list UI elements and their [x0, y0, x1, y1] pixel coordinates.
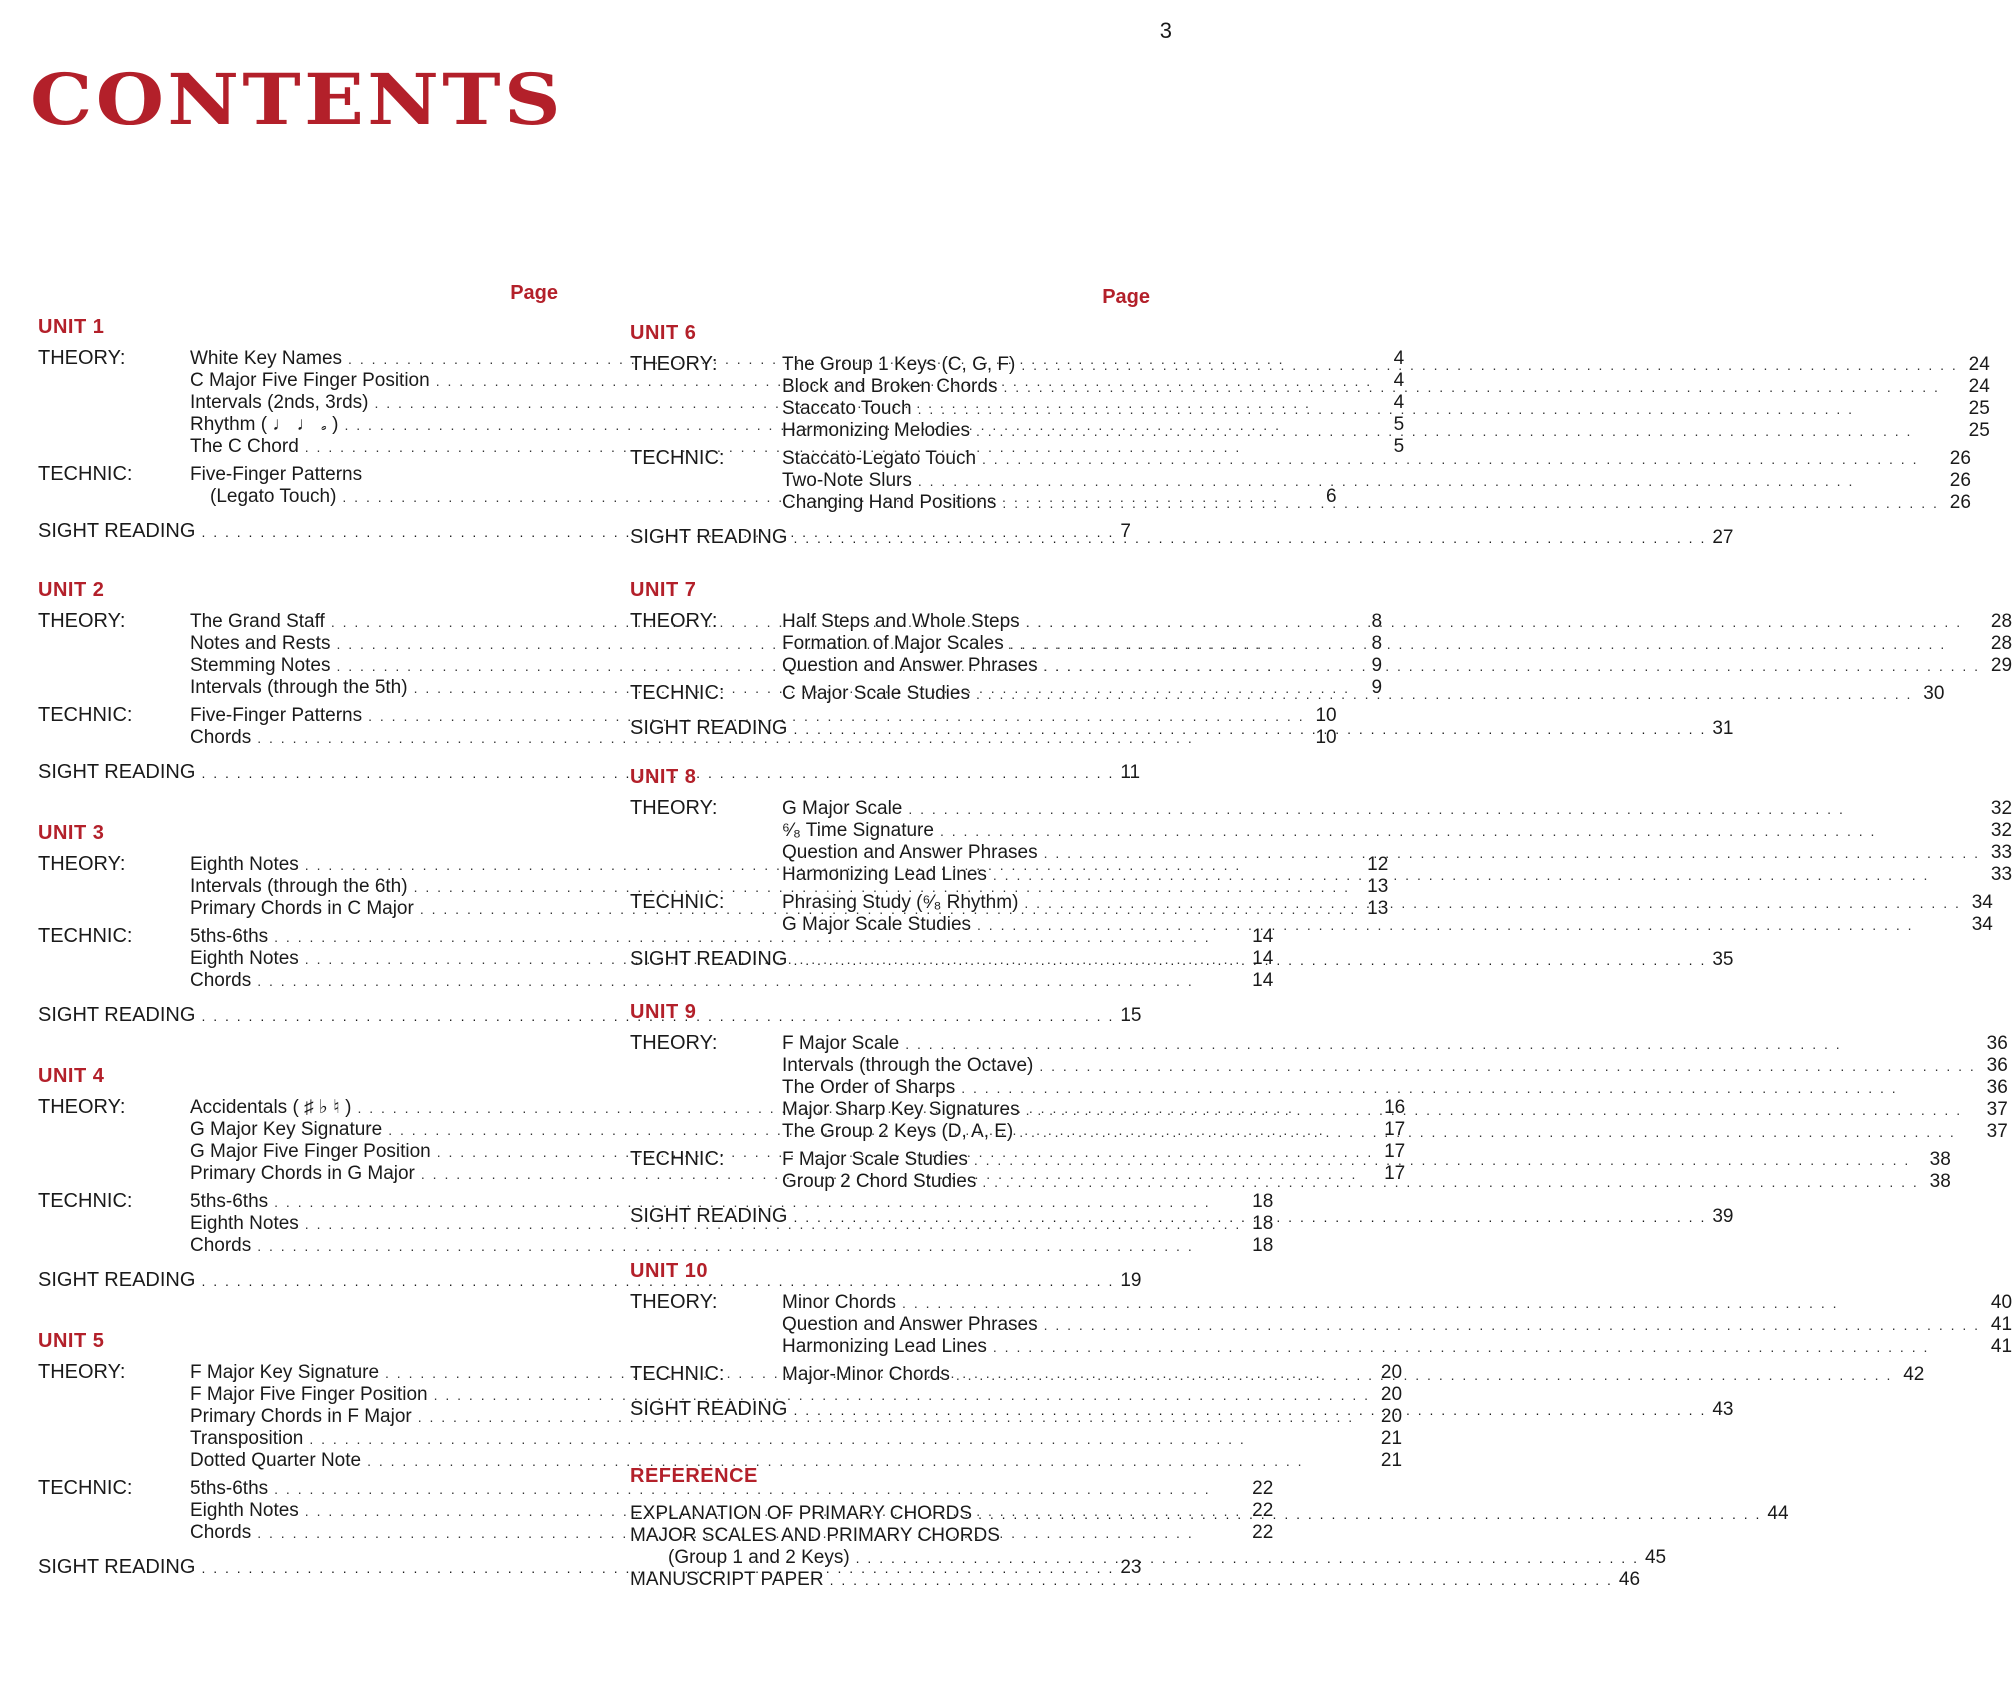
entry-title: Staccato-Legato Touch [782, 448, 977, 469]
dot-leader [1044, 1315, 1980, 1336]
entry-title: (Group 1 and 2 Keys) [668, 1547, 850, 1568]
entry-page-number: 26 [1949, 448, 1971, 469]
entry-title: Question and Answer Phrases [782, 655, 1038, 676]
entry-title: Intervals (through the 6th) [190, 876, 408, 897]
entry-title: Eighth Notes [190, 1213, 299, 1234]
entry-page-number: 17 [1384, 1141, 1406, 1162]
entry-page-number: 13 [1367, 898, 1389, 919]
entry-page-number: 5 [1393, 414, 1405, 435]
technic-section [630, 682, 1945, 705]
entry-page-number: 34 [1971, 892, 1993, 913]
reference-entry [630, 1547, 1667, 1569]
dot-leader [978, 1504, 1761, 1525]
entry-title: Chords [190, 1522, 252, 1543]
entry-title: C Major Scale Studies [782, 683, 970, 704]
entry-title: Major-Minor Chords [782, 1364, 950, 1385]
entry-page-number: 30 [1923, 683, 1945, 704]
entry-page-number: 13 [1367, 876, 1389, 897]
sight-reading-label: SIGHT READING [630, 1205, 788, 1227]
entry-title: Group 2 Chord Studies [782, 1171, 977, 1192]
sight-reading-label: SIGHT READING [38, 1004, 196, 1026]
dot-leader [956, 1365, 1892, 1386]
entry-title: Changing Hand Positions [782, 492, 997, 513]
entry-title: Dotted Quarter Note [190, 1450, 362, 1471]
dot-leader [918, 399, 1958, 420]
entry-page-number: 24 [1968, 354, 1990, 375]
technic-section-label: TECHNIC: [38, 925, 133, 947]
toc-entry [782, 1033, 2008, 1055]
dot-leader [940, 821, 1980, 842]
sight-reading-page-number: 11 [1120, 762, 1141, 783]
entry-page-number: 36 [1986, 1033, 2008, 1054]
entry-page-number: 20 [1380, 1362, 1403, 1383]
entry-page-number: 36 [1986, 1055, 2008, 1076]
toc-entry [782, 914, 1993, 936]
dot-leader [793, 527, 1706, 549]
entry-page-number: 42 [1903, 1364, 1925, 1385]
technic-section-label: TECHNIC: [38, 704, 133, 726]
technic-section-label: TECHNIC: [630, 682, 725, 704]
dot-leader [982, 449, 1939, 470]
entry-title: F Major Five Finger Position [190, 1384, 428, 1405]
entry-title: Question and Answer Phrases [782, 842, 1038, 863]
dot-leader [976, 684, 1912, 705]
technic-section [630, 447, 1971, 514]
entry-title: F Major Scale [782, 1033, 900, 1054]
toc-entry [782, 1292, 2012, 1314]
toc-entry [782, 1171, 1951, 1193]
entry-page-number: 12 [1367, 854, 1389, 875]
toc-entry [782, 1055, 2008, 1077]
theory-section-label: THEORY: [630, 797, 718, 819]
sight-reading-label: SIGHT READING [630, 526, 788, 548]
entry-page-number: 41 [1990, 1314, 2012, 1335]
entry-title: G Major Key Signature [190, 1119, 383, 1140]
entry-title: 5ths-6ths [190, 1191, 269, 1212]
entry-page-number: 6 [1326, 486, 1337, 507]
sight-reading-label: SIGHT READING [38, 1556, 196, 1578]
toc-entry [782, 655, 2012, 677]
entry-title: G Major Scale Studies [782, 914, 972, 935]
entry-page-number: 22 [1252, 1522, 1274, 1543]
dot-leader [1003, 377, 1957, 398]
toc-entry [782, 611, 2012, 633]
entry-page-number: 4 [1393, 370, 1405, 391]
technic-section-entries [782, 892, 1993, 936]
page-number: 3 [1159, 18, 1172, 43]
unit-title: UNIT 9 [630, 1001, 697, 1023]
entry-title: C Major Five Finger Position [190, 370, 430, 391]
entry-title: Chords [190, 727, 252, 748]
entry-page-number: 8 [1371, 633, 1383, 654]
toc-entry [782, 1121, 2008, 1143]
technic-section-label: TECHNIC: [630, 1363, 725, 1385]
toc-entry [782, 1336, 2012, 1358]
sight-reading-row [630, 526, 1734, 549]
entry-page-number: 18 [1252, 1213, 1274, 1234]
toc-entry [782, 798, 2012, 820]
toc-entry [782, 492, 1971, 514]
technic-section-entries [782, 1149, 1951, 1193]
technic-section-label: TECHNIC: [38, 1477, 133, 1499]
technic-section-entries [782, 683, 1944, 705]
unit-6-block [630, 318, 1990, 549]
entry-page-number: 9 [1371, 655, 1383, 676]
entry-page-number: 5 [1393, 436, 1405, 457]
entry-title: Eighth Notes [190, 948, 299, 969]
entry-page-number: 4 [1393, 348, 1405, 369]
entry-page-number: 37 [1986, 1121, 2008, 1142]
sight-reading-label: SIGHT READING [630, 948, 788, 970]
entry-title: MAJOR SCALES AND PRIMARY CHORDS [630, 1525, 1000, 1546]
entry-page-number: 44 [1767, 1503, 1789, 1524]
toc-entry [782, 820, 2012, 842]
theory-section-label: THEORY: [38, 610, 126, 632]
theory-section-entries [782, 798, 2012, 886]
entry-title: Transposition [190, 1428, 304, 1449]
dot-leader [830, 1570, 1613, 1591]
entry-title: Half Steps and Whole Steps [782, 611, 1020, 632]
dot-leader [993, 1337, 1980, 1358]
technic-section-label: TECHNIC: [630, 447, 725, 469]
theory-section [630, 610, 2012, 677]
entry-page-number: 10 [1315, 727, 1337, 748]
theory-section-entries [782, 354, 1990, 442]
dot-leader [961, 1078, 1976, 1099]
unit-title: UNIT 4 [38, 1065, 105, 1087]
entry-title: Notes and Rests [190, 633, 331, 654]
theory-section-label: THEORY: [630, 353, 718, 375]
dot-leader [1044, 843, 1980, 864]
sight-reading-page-number: 27 [1712, 527, 1734, 548]
dot-leader [908, 799, 1980, 820]
theory-section-label: THEORY: [38, 347, 126, 369]
dot-leader [974, 1150, 1919, 1171]
toc-entry [782, 470, 1971, 492]
theory-section [630, 1291, 2012, 1358]
entry-title: Accidentals ( ♯ ♭ ♮ ) [190, 1097, 352, 1118]
theory-section-label: THEORY: [38, 853, 126, 875]
entry-title: Two-Note Slurs [782, 470, 912, 491]
entry-page-number: 4 [1393, 392, 1405, 413]
toc-entry [782, 633, 2012, 655]
entry-page-number: 10 [1315, 705, 1337, 726]
page-column-heading: Page [510, 282, 558, 304]
entry-title: Five-Finger Patterns [190, 464, 363, 485]
entry-page-number: 16 [1384, 1097, 1406, 1118]
unit-title: UNIT 8 [630, 766, 697, 788]
entry-page-number: 32 [1990, 798, 2012, 819]
dot-leader [993, 865, 1980, 886]
entry-page-number: 17 [1384, 1163, 1406, 1184]
technic-section-label: TECHNIC: [630, 891, 725, 913]
entry-page-number: 41 [1990, 1336, 2012, 1357]
entry-title: F Major Key Signature [190, 1362, 380, 1383]
toc-entry [782, 1149, 1951, 1171]
toc-entry [782, 683, 1944, 705]
entry-page-number: 22 [1252, 1478, 1274, 1499]
dot-leader [1019, 1122, 1976, 1143]
entry-title: G Major Five Finger Position [190, 1141, 431, 1162]
entry-page-number: 22 [1252, 1500, 1274, 1521]
entry-title: Major Sharp Key Signatures [782, 1099, 1020, 1120]
toc-entry [782, 398, 1990, 420]
entry-title: Intervals (through the 5th) [190, 677, 408, 698]
toc-entry [782, 1077, 2008, 1099]
entry-title: Rhythm ( ♩ ♩ 𝅗 ) [190, 414, 339, 435]
theory-section-label: THEORY: [630, 1032, 718, 1054]
entry-page-number: 9 [1371, 677, 1383, 698]
entry-page-number: 17 [1384, 1119, 1406, 1140]
unit-title: UNIT 10 [630, 1260, 708, 1282]
entry-page-number: 33 [1990, 842, 2012, 863]
sight-reading-page-number: 35 [1712, 949, 1734, 970]
dot-leader [976, 421, 1958, 442]
dot-leader [856, 1548, 1639, 1569]
entry-title: Harmonizing Lead Lines [782, 1336, 987, 1357]
unit-title: UNIT 1 [38, 316, 105, 338]
entry-page-number: 14 [1252, 926, 1274, 947]
page-title: CONTENTS [30, 58, 564, 141]
reference-entry [630, 1569, 1641, 1591]
entry-page-number: 21 [1380, 1428, 1403, 1449]
entry-title: Staccato Touch [782, 398, 912, 419]
entry-page-number: 45 [1644, 1547, 1667, 1568]
entry-title: Phrasing Study (⁶⁄₈ Rhythm) [782, 892, 1019, 913]
entry-page-number: 28 [1990, 633, 2012, 654]
sight-reading-page-number: 15 [1120, 1005, 1142, 1026]
entry-title: The Grand Staff [190, 611, 325, 632]
unit-title: UNIT 6 [630, 322, 697, 344]
dot-leader [918, 471, 1939, 492]
technic-section-entries [782, 448, 1971, 514]
entry-page-number: 14 [1252, 948, 1274, 969]
sight-reading-page-number: 43 [1712, 1399, 1734, 1420]
entry-page-number: 24 [1968, 376, 1990, 397]
entry-title: Stemming Notes [190, 655, 331, 676]
dot-leader [1024, 893, 1960, 914]
sight-reading-label: SIGHT READING [38, 1269, 196, 1291]
entry-page-number: 32 [1990, 820, 2012, 841]
entry-title: Intervals (2nds, 3rds) [190, 392, 369, 413]
technic-section-label: TECHNIC: [630, 1148, 725, 1170]
entry-title: The Group 2 Keys (D, A, E) [782, 1121, 1014, 1142]
dot-leader [902, 1293, 1980, 1314]
entry-page-number: 21 [1380, 1450, 1403, 1471]
entry-page-number: 25 [1968, 398, 1990, 419]
entry-title: 5ths-6ths [190, 926, 269, 947]
entry-title: Primary Chords in G Major [190, 1163, 415, 1184]
dot-leader [982, 1172, 1918, 1193]
toc-entry [782, 420, 1990, 442]
entry-page-number: 25 [1968, 420, 1990, 441]
theory-section-label: THEORY: [38, 1096, 126, 1118]
toc-entry [782, 448, 1971, 470]
sight-reading-label: SIGHT READING [38, 761, 196, 783]
toc-entry [782, 376, 1990, 398]
entry-page-number: 40 [1990, 1292, 2012, 1313]
theory-section-label: THEORY: [630, 610, 718, 632]
sight-reading-page-number: 39 [1712, 1206, 1734, 1227]
technic-section-label: TECHNIC: [38, 1190, 133, 1212]
entry-page-number: 26 [1949, 470, 1971, 491]
entry-page-number: 18 [1252, 1235, 1274, 1256]
entry-title: 5ths-6ths [190, 1478, 269, 1499]
entry-title: The C Chord [190, 436, 299, 457]
entry-title: F Major Scale Studies [782, 1149, 968, 1170]
sight-reading-page-number: 7 [1120, 521, 1131, 542]
entry-page-number: 26 [1949, 492, 1971, 513]
dot-leader [793, 1399, 1706, 1421]
sight-reading-label: SIGHT READING [630, 1398, 788, 1420]
entry-title: Question and Answer Phrases [782, 1314, 1038, 1335]
theory-section-entries [782, 1033, 2008, 1143]
dot-leader [977, 915, 1961, 936]
entry-page-number: 34 [1971, 914, 1993, 935]
entry-page-number: 38 [1929, 1149, 1951, 1170]
page-column-heading: Page [1102, 286, 1150, 308]
entry-page-number: 8 [1371, 611, 1383, 632]
toc-entry [782, 1099, 2008, 1121]
entry-title: G Major Scale [782, 798, 903, 819]
toc-entry [782, 842, 2012, 864]
theory-section-entries [782, 611, 2012, 677]
sight-reading-page-number: 19 [1120, 1270, 1142, 1291]
entry-page-number: 28 [1990, 611, 2012, 632]
entry-page-number: 37 [1986, 1099, 2008, 1120]
entry-title: Harmonizing Melodies [782, 420, 970, 441]
entry-title: The Group 1 Keys (C, G, F) [782, 354, 1016, 375]
entry-title: Chords [190, 1235, 252, 1256]
sight-reading-page-number: 23 [1120, 1557, 1142, 1578]
toc-entry [782, 1364, 1924, 1386]
toc-entry [782, 864, 2012, 886]
entry-page-number: 46 [1618, 1569, 1641, 1590]
entry-title: (Legato Touch) [210, 486, 337, 507]
dot-leader [1044, 656, 1980, 677]
entry-title: Primary Chords in C Major [190, 898, 414, 919]
sight-reading-label: SIGHT READING [630, 717, 788, 739]
entry-page-number: 36 [1986, 1077, 2008, 1098]
entry-page-number: 20 [1380, 1384, 1403, 1405]
dot-leader [1010, 634, 1980, 655]
entry-title: Chords [190, 970, 252, 991]
entry-title: Five-Finger Patterns [190, 705, 363, 726]
entry-page-number: 33 [1990, 864, 2012, 885]
entry-title: Block and Broken Chords [782, 376, 998, 397]
theory-section-label: THEORY: [38, 1361, 126, 1383]
dot-leader [1039, 1056, 1975, 1077]
entry-title: Eighth Notes [190, 854, 299, 875]
entry-title: The Order of Sharps [782, 1077, 956, 1098]
dot-leader [1021, 355, 1957, 376]
dot-leader [793, 1206, 1706, 1228]
entry-title: ⁶⁄₈ Time Signature [782, 820, 934, 841]
theory-section-label: THEORY: [630, 1291, 718, 1313]
reference-title: REFERENCE [630, 1465, 758, 1487]
toc-entry [782, 892, 1993, 914]
entry-title: Intervals (through the Octave) [782, 1055, 1034, 1076]
dot-leader [1026, 1100, 1976, 1121]
dot-leader [1002, 493, 1938, 514]
entry-title: MANUSCRIPT PAPER [630, 1569, 824, 1590]
entry-title: Primary Chords in F Major [190, 1406, 412, 1427]
reference-entry [630, 1525, 1150, 1547]
toc-entry [782, 1314, 2012, 1336]
sight-reading-row [38, 520, 1131, 543]
unit-title: UNIT 2 [38, 579, 105, 601]
entry-page-number: 29 [1990, 655, 2012, 676]
entry-title: White Key Names [190, 348, 343, 369]
entry-title: EXPLANATION OF PRIMARY CHORDS [630, 1503, 973, 1524]
entry-title: Formation of Major Scales [782, 633, 1004, 654]
dot-leader [1026, 612, 1980, 633]
dot-leader [905, 1034, 1976, 1055]
entry-title: Harmonizing Lead Lines [782, 864, 987, 885]
sight-reading-page-number: 31 [1712, 718, 1734, 739]
technic-section-entries [782, 1364, 1924, 1386]
technic-section-label: TECHNIC: [38, 463, 133, 485]
dot-leader [793, 718, 1706, 740]
dot-leader [793, 949, 1706, 971]
entry-page-number: 38 [1929, 1171, 1951, 1192]
entry-page-number: 14 [1252, 970, 1274, 991]
entry-title: Eighth Notes [190, 1500, 299, 1521]
sight-reading-label: SIGHT READING [38, 520, 196, 542]
entry-title: Minor Chords [782, 1292, 897, 1313]
theory-section [630, 353, 1990, 442]
entry-page-number: 18 [1252, 1191, 1274, 1212]
unit-title: UNIT 7 [630, 579, 697, 601]
entry-page-number: 20 [1380, 1406, 1403, 1427]
unit-title: UNIT 5 [38, 1330, 105, 1352]
toc-entry [782, 354, 1990, 376]
theory-section-entries [782, 1292, 2012, 1358]
unit-title: UNIT 3 [38, 822, 105, 844]
